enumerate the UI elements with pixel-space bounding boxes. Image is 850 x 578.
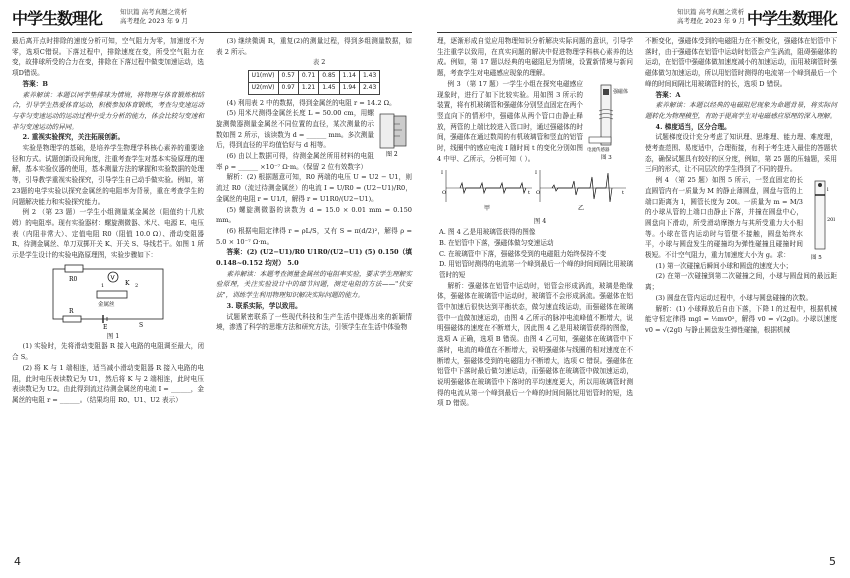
answer: 答案：(2) (U2−U1)/R0 U1R0/(U2−U1) (5) 0.150（填 0.148~0.152 均对） 5.0 bbox=[216, 248, 412, 268]
i-axis-label: I bbox=[535, 170, 537, 177]
table-cell: U1(mV) bbox=[248, 71, 278, 83]
figure-5-caption: 图 5 bbox=[811, 255, 822, 262]
current-graph-figure-4 bbox=[440, 166, 630, 214]
table-cell: 0.97 bbox=[278, 82, 298, 94]
table-row bbox=[248, 71, 380, 83]
header-rule bbox=[12, 32, 412, 33]
paragraph: 试题梯度设计充分考虑了知识理、思维理、能力理、难度理，使考查范围、易度适中，合理衔接，有利于考生进入最佳的答题状态，确保试题具有较好的区分度，例如，第 25 题的压轴题，采用三问的形式，让不同层次的学生得到了不同的提升。 bbox=[645, 133, 837, 174]
graph-jia-label: 甲 bbox=[484, 205, 491, 213]
paragraph: (6) 根据电阻定律得 r = ρL/S，又有 S = π(d/2)²，解得 ρ = 5.0 × 10⁻⁷ Ω·m。 bbox=[216, 226, 412, 246]
t-axis-label: t bbox=[528, 190, 531, 197]
metal-wire-label: 金属丝 bbox=[98, 301, 115, 308]
magnet-label: 强磁体 bbox=[613, 88, 629, 95]
header-meta bbox=[677, 8, 745, 26]
magazine-logo: 中学生数理化 bbox=[746, 9, 837, 28]
paragraph: (5) 螺旋测微器的读数为 d = 15.0 × 0.01 mm = 0.150 mm。 bbox=[216, 205, 412, 225]
paragraph: 实验是物理学的基础，是培养学生物理学科核心素养的重要途径和方式。试题创新设问角度，注重考查学生对基本实验原理的理解，基本实验仪器的使用，基本测量方法的掌握和实验数据的处理等，引导教学重视实验探究，引导学生自己动手做实验。例如，第23题的电学实验以探究金属丝的电阻率为背景，重在考查学生的问题解决能力和实验探究能力。 bbox=[12, 144, 204, 206]
l-label: l bbox=[827, 187, 829, 194]
question-2: (2) 在第一次碰撞到第二次碰撞之间，小球与圆盘间的最远距离； bbox=[645, 272, 837, 292]
answer-label: 答案：A bbox=[655, 90, 681, 99]
paragraph: (3) 继续微调 R，重复(2)的测量过程，得到多组测量数据，如表 2 所示。 bbox=[216, 37, 412, 56]
header-meta-line2: 高考理化 2023 年 9 月 bbox=[120, 17, 188, 25]
voltmeter-label: V bbox=[110, 274, 115, 282]
page-number: 5 bbox=[829, 555, 836, 568]
table-2 bbox=[248, 70, 381, 94]
table-cell: 0.71 bbox=[298, 71, 318, 83]
figure-3-caption: 图 3 bbox=[601, 154, 612, 161]
l20-label: 20l bbox=[827, 217, 835, 224]
table-cell: U2(mV) bbox=[248, 82, 278, 94]
resistor-r0 bbox=[65, 265, 83, 272]
left-header bbox=[12, 6, 412, 30]
terminal-2-label: 2 bbox=[135, 282, 139, 289]
paragraph: (1) 实验时，先将滑动变阻器 R 接入电路的电阻调至最大，闭合 S。 bbox=[12, 342, 204, 362]
magazine-logo: 中学生数理化 bbox=[12, 9, 103, 28]
literacy-note: 素养解读：本题考查测量金属丝的电阻率实验，要求学生理解实验原理，关注实验设计中的细节问题，测定电阻的方法——"伏安法"，训练学生利用物理知识解决实际问题的能力。 bbox=[216, 269, 412, 300]
figure-2-caption: 图 2 bbox=[386, 151, 398, 159]
header-rule bbox=[437, 32, 837, 33]
paragraph: (4) 利用表 2 中的数据，得到金属丝的电阻 r = 14.2 Ω。 bbox=[226, 98, 396, 107]
table-cell: 1.14 bbox=[339, 71, 359, 83]
r0-label: R0 bbox=[69, 275, 78, 283]
switch-k-label: K bbox=[125, 279, 130, 287]
right-page bbox=[425, 0, 850, 578]
section-heading: 3. 联系实际，学以致用。 bbox=[226, 301, 302, 310]
metal-wire-symbol bbox=[97, 291, 127, 298]
section-heading: 4. 梯度适当，区分合理。 bbox=[655, 122, 731, 131]
question-3: (3) 圆盘在管内运动过程中，小球与圆盘碰撞的次数。 bbox=[655, 293, 813, 302]
table-2-caption: 表 2 bbox=[312, 58, 326, 67]
paragraph: 不断变化，强磁体受到的电磁阻力在不断变化，强磁体在铝管中下落时，由于强磁体在铝管中运动时铝管会产生涡流，阻碍强磁体的运动，在铝管中强磁体做加速度减小的加速运动，而用玻璃管时强磁体做匀加速运动，所以用铝管时测得的电流第一个峰到最后一个峰的时间间隔比用玻璃管时的长，选项 D 错误。 bbox=[645, 37, 837, 88]
option-d: D. 用铝管时测得的电流第一个峰到最后一个峰的时间间隔比用玻璃管时的短 bbox=[439, 260, 633, 279]
paragraph: 最后离开点时排除的速度分析可知，空气阻力为零，加速度不为零，选项C错误。下落过程中，排除速度在变，所受空气阻力在变，故排球所受的合力在变，排除在下落过程中做变加速运动，选项D错误。 bbox=[12, 37, 204, 78]
answer-label: 答案：B bbox=[22, 79, 48, 88]
example-4: 例 4 （第 25 题）如图 5 所示，一竖直固定的长直圆管内有一质量为 M 的静止薄圆盘，圆盘与管的上端口距离为 l，圆管长度为 20l。一质量为 m = M/3 的小球从管的上端口由静止下落，并撞在圆盘中心，圆盘向下滑动，所受滑动摩擦力与其所受重力大小相等。小球在管内运动时与管壁不接触，圆盘始终水平，小球与圆盘发生的碰撞均为弹性碰撞且碰撞时间极短。不计空气阻力，重力加速度大小为 g。求： bbox=[645, 176, 803, 260]
option-b: B. 在铝管中下落，强磁体做匀变速运动 bbox=[439, 238, 554, 247]
micrometer-figure-2 bbox=[378, 110, 412, 158]
right-column-1 bbox=[437, 36, 633, 409]
r-label: R bbox=[69, 307, 74, 315]
table-cell: 1.43 bbox=[359, 71, 379, 83]
analysis: 解析：(1) 小球释放后自由下落，下降 l 的过程中，根据机械能守恒定律得 mgl = ½mv0²，解得 v0 = √(2gl)。小球以速度 v0 = √(2gl) 与静止圆盘发生弹性碰撞，根据机械 bbox=[645, 304, 837, 334]
option-a: A. 图 4 乙是用玻璃管获得的图像 bbox=[439, 228, 536, 237]
question-1: (1) 第一次碰撞后瞬间小球和圆盘的速度大小； bbox=[655, 261, 793, 270]
magnet-apparatus-figure-3 bbox=[587, 81, 633, 161]
figure-4-caption: 图 4 bbox=[533, 217, 547, 226]
paragraph: (6) 由以上数据可得，待测金属丝所用材料的电阻率 ρ = ______ ×10⁻⁷ Ω·m。（保留 2 位有效数字） bbox=[216, 152, 374, 171]
circuit-diagram-figure-1 bbox=[43, 263, 173, 329]
figure-1-caption: 图 1 bbox=[106, 331, 120, 340]
example-3: 例 3 （第 17 题）一学生小组在探究电磁感应现象时，进行了如下比较实验。用如图 3 所示的装置，将有机玻璃管和强磁体分别竖直固定在两个竖直向下的情形中，强磁体从两个管口由静止释放，两管的上端比较进入管口时，通过强磁体的时间，强磁体在通过数周的有机玻璃管和竖直的铝管时，线圈中的感应电流 I 随时间 t 的变化分别如图 4 中甲、乙所示，分析可知（ ）。 bbox=[437, 79, 583, 163]
header-meta-line1: 知识篇 高考真题之赏析 bbox=[120, 8, 188, 16]
paragraph: 理，逐渐形成自觉应用物理知识分析解决实际问题的意识，引导学生注重学以致用，在真实问题的解决中促进物理学科核心素养的达成。例如，第 17 题以经典的电磁阻尼为情境，设置新情境与新问题，考查学生对电磁感应现象的理解。 bbox=[437, 37, 633, 78]
right-column-2 bbox=[645, 36, 837, 336]
table-cell: 2.43 bbox=[359, 82, 379, 94]
table-cell: 1.45 bbox=[319, 82, 339, 94]
example-2: 例 2 （第 23 题）一学生小组测量某金属丝（阻值约十几欧姆）的电阻率。现有实验器材：螺旋测微器、米尺、电源 E、电压表（内阻非常大）、定值电阻 R0（阻值 10.0 Ω）、滑动变阻器 R、待测金属丝、单刀双掷开关 K、开关 S、导线若干。如图 1 所示是学生设计的实验电路原理图，实验步骤如下： bbox=[12, 208, 204, 260]
section-heading: 2. 重视实验探究，关注拓展创新。 bbox=[22, 133, 125, 142]
rheostat-symbol bbox=[63, 316, 81, 322]
i-axis-label: I bbox=[441, 170, 443, 177]
table-cell: 1.21 bbox=[298, 82, 318, 94]
option-c: C. 在玻璃管中下落，强磁体受到的电磁阻力始终保持不变 bbox=[439, 249, 607, 258]
sensor-label: 电流传感器 bbox=[587, 147, 610, 153]
header-meta-line1: 知识篇 高考真题之赏析 bbox=[677, 8, 745, 16]
table-cell: 0.57 bbox=[278, 71, 298, 83]
literacy-note: 素养解读：本题以同学垫排球为情境，将物理与体育锻炼相结合，引导学生热爱体育运动，积极参加体育锻炼，考查匀变速运动与非匀变速运动的运动过程中受力分析的能力，体会比较匀变速和非匀变速运动的异同。 bbox=[12, 90, 204, 131]
table-row bbox=[248, 82, 380, 94]
table-cell: 1.94 bbox=[339, 82, 359, 94]
header-meta bbox=[120, 8, 188, 26]
left-column-2 bbox=[216, 36, 412, 333]
page-number: 4 bbox=[14, 555, 21, 568]
right-header bbox=[437, 6, 837, 30]
analysis: 解析：强磁体在铝管中运动时，铝管会形成涡流，玻璃是绝缘体，强磁体在玻璃管中运动时，玻璃管不会形成涡流。强磁体在铝管中加速后很快达到平衡状态，做匀速直线运动，而强磁体在玻璃管中一直做加速运动，由图 4 乙所示的脉冲电流峰值不断增大，说明强磁体的速度在不断增大，因此图 4 乙是用玻璃管获得的图像，选项 A 正确，选项 B 错误。由图 4 乙可知，强磁体在玻璃管中下落时，电流的峰值在不断增大，说明强磁体与线圈的相对速度在不断增大，强磁体受到的电磁阻力不断增大，选项 C 错误。强磁体在铝管中下落时最后做匀速运动，而强磁体在玻璃管中做加速运动，说明强磁体在玻璃管中下落时的平均速度更大，所以用玻璃管时测得的电流从第一个峰到最后一个峰的时间间隔比用铝管时的短，选项 D 错误。 bbox=[437, 281, 633, 408]
e-label: E bbox=[103, 323, 108, 329]
switch-s-label: S bbox=[139, 321, 144, 329]
paragraph: 试题紧密联系了一些现代科技和生产生活中提炼出来的新颖情境，渗透了科学的思维方法和研究方法，引领学生在生活中体验物 bbox=[216, 312, 412, 332]
paragraph: (2) 将 K 与 1 端相连，适当减小滑动变阻器 R 接入电路的电阻，此时电压表读数记为 U1，然后将 K 与 2 端相连，此时电压表读数记为 U2。由此得到流过待测金属丝的电流 I = ______，金属丝的电阻 r = ______。（结果均用 R0、U1、U2 表示） bbox=[12, 363, 204, 404]
example-4-block bbox=[645, 175, 837, 261]
t-axis-label: t bbox=[622, 190, 625, 197]
paragraph: (5) 用米尺测得金属丝长度 L = 50.00 cm，用螺旋测微器测量金属丝不同位置的直径，某次测量的示数如图 2 所示，该读数为 d = ______ mm。多次测量后，得到直径的平均值恰好与 d 相等。 bbox=[216, 109, 374, 150]
graph-yi-label: 乙 bbox=[578, 205, 585, 213]
tube-figure-5 bbox=[807, 177, 837, 261]
table-cell: 0.85 bbox=[319, 71, 339, 83]
micrometer-figure-block bbox=[216, 108, 412, 159]
analysis: 解析：(2) 根据题意可知，R0 两端的电压 U = U2 − U1，则流过 R0（流过待测金属丝）的电流 I = U/R0 = (U2−U1)/R0，金属丝的电阻 r = U1/I，解得 r = U1R0/(U2−U1)。 bbox=[216, 173, 412, 203]
origin-label: O bbox=[536, 190, 541, 197]
example-3-block bbox=[437, 79, 633, 165]
literacy-note: 素养解读：本题以经典的电磁阻尼现象为命题背景，将实际问题转化为物理模型，有助于提高学生对电磁感应原理的深入理解。 bbox=[645, 101, 837, 120]
left-column-1 bbox=[12, 36, 204, 406]
origin-label: O bbox=[442, 190, 447, 197]
terminal-1-label: 1 bbox=[101, 282, 105, 289]
header-meta-line2: 高考理化 2023 年 9 月 bbox=[677, 17, 745, 25]
